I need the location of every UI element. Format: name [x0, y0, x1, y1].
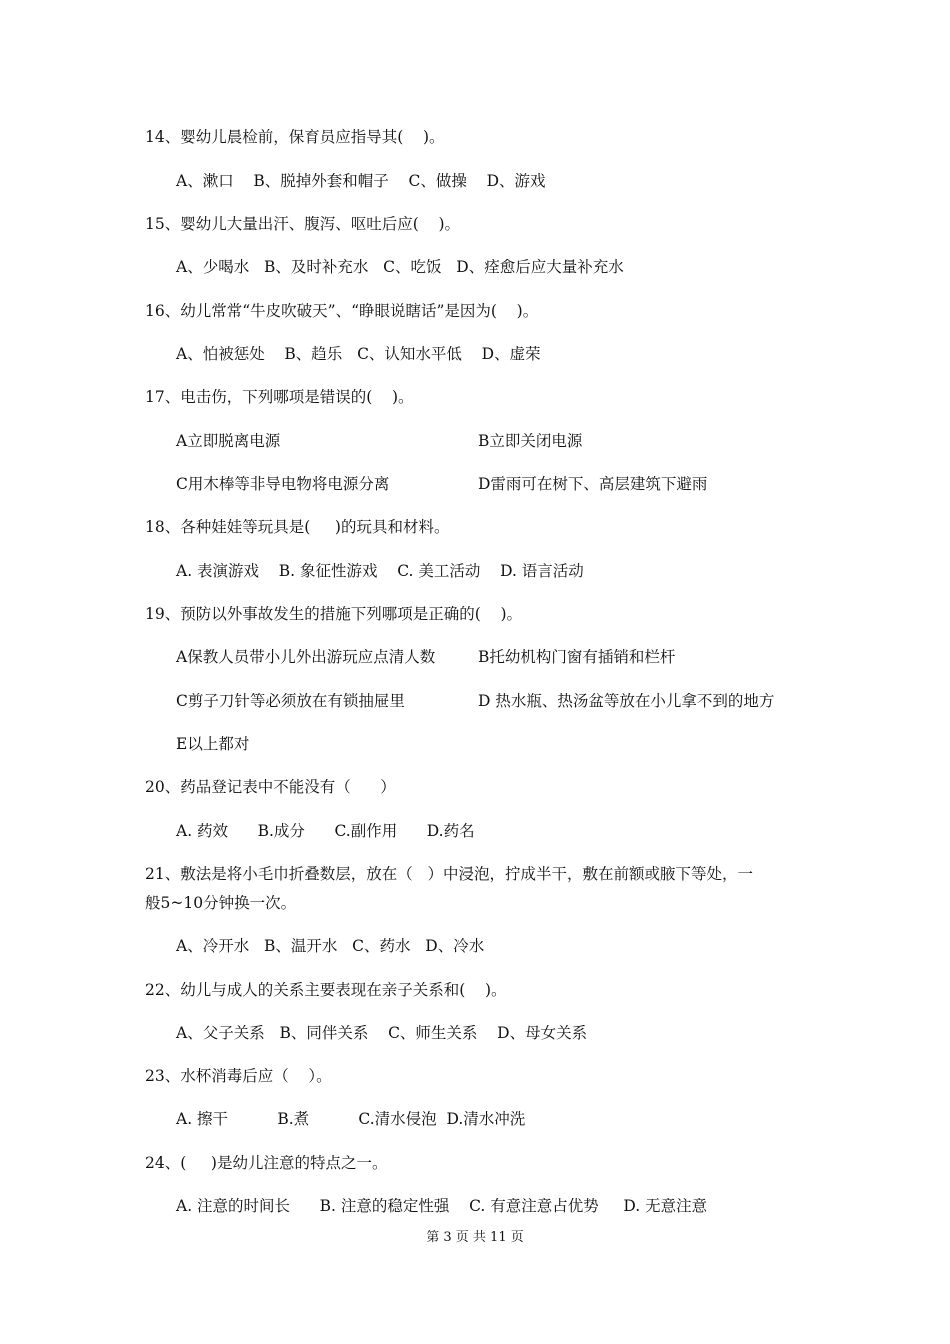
question-19-option-a: A保教人员带小儿外出游玩应点清人数	[176, 648, 436, 666]
question-17-option-a: A立即脱离电源	[176, 432, 281, 450]
question-14-stem: 14、婴幼儿晨检前，保育员应指导其( )。	[145, 128, 445, 146]
question-20-options: A. 药效 B.成分 C.副作用 D.药名	[176, 822, 475, 840]
question-22-options: A、父子关系 B、同伴关系 C、师生关系 D、母女关系	[176, 1024, 588, 1042]
question-20-stem: 20、药品登记表中不能没有（ ）	[145, 778, 396, 796]
question-19-stem: 19、预防以外事故发生的措施下列哪项是正确的( )。	[145, 605, 523, 623]
question-17-option-b: B立即关闭电源	[478, 432, 583, 450]
question-17-option-c: C用木棒等非导电物将电源分离	[176, 475, 390, 493]
question-14-options: A、漱口 B、脱掉外套和帽子 C、做操 D、游戏	[176, 172, 546, 190]
question-24-stem: 24、( )是幼儿注意的特点之一。	[145, 1154, 388, 1172]
question-19-option-b: B托幼机构门窗有插销和栏杆	[478, 648, 676, 666]
page-footer: 第 3 页 共 11 页	[426, 1230, 524, 1245]
question-17-stem: 17、电击伤，下列哪项是错误的( )。	[145, 388, 414, 406]
question-24-options: A. 注意的时间长 B. 注意的稳定性强 C. 有意注意占优势 D. 无意注意	[176, 1197, 708, 1215]
question-21-stem-line-1: 21、敷法是将小毛巾折叠数层，放在（ ）中浸泡，拧成半干，敷在前额或腋下等处，一	[145, 865, 754, 883]
question-21-options: A、冷开水 B、温开水 C、药水 D、冷水	[176, 937, 485, 955]
question-22-stem: 22、幼儿与成人的关系主要表现在亲子关系和( )。	[145, 981, 507, 999]
question-15-stem: 15、婴幼儿大量出汗、腹泻、呕吐后应( )。	[145, 215, 461, 233]
question-17-option-d: D雷雨可在树下、高层建筑下避雨	[478, 475, 708, 493]
question-16-stem: 16、幼儿常常“牛皮吹破天”、“睁眼说瞎话”是因为( )。	[145, 302, 539, 320]
question-15-options: A、少喝水 B、及时补充水 C、吃饭 D、痊愈后应大量补充水	[176, 258, 624, 276]
question-23-stem: 23、水杯消毒后应（ ）。	[145, 1067, 332, 1085]
question-18-options: A. 表演游戏 B. 象征性游戏 C. 美工活动 D. 语言活动	[176, 562, 584, 580]
question-16-options: A、怕被惩处 B、趋乐 C、认知水平低 D、虚荣	[176, 345, 541, 363]
question-18-stem: 18、各种娃娃等玩具是( )的玩具和材料。	[145, 518, 450, 536]
question-19-option-e: E以上都对	[176, 735, 250, 753]
question-21-stem-line-2: 般5~10分钟换一次。	[145, 894, 297, 912]
question-23-options: A. 擦干 B.煮 C.清水侵泡 D.清水冲洗	[176, 1110, 526, 1128]
question-19-option-c: C剪子刀针等必须放在有锁抽屉里	[176, 692, 405, 710]
question-19-option-d: D 热水瓶、热汤盆等放在小儿拿不到的地方	[478, 692, 775, 710]
